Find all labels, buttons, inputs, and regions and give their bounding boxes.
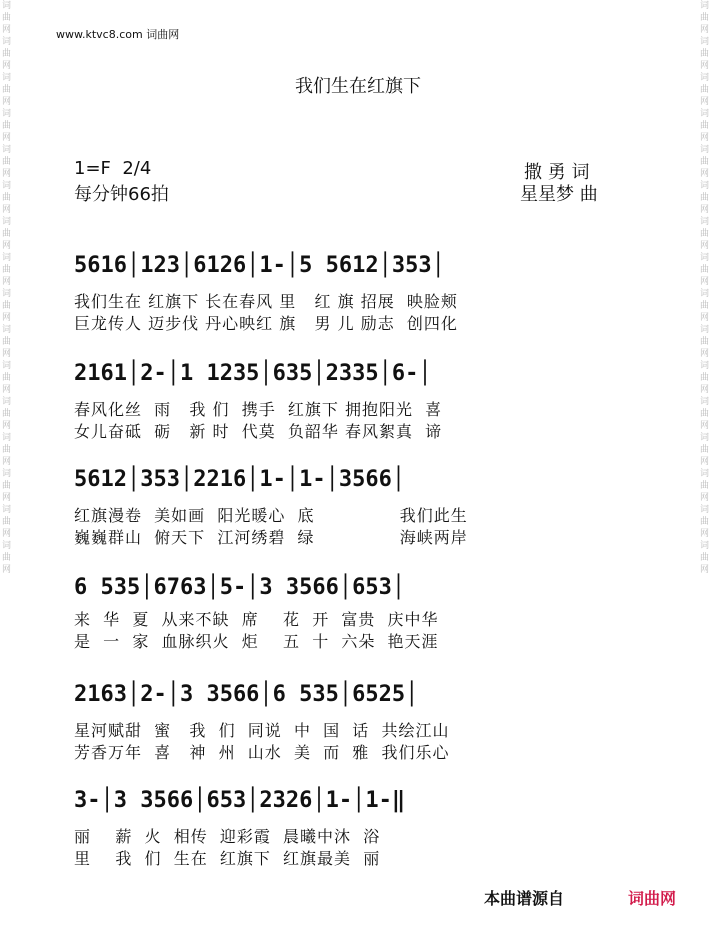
notation-line: 2163│2-│3 3566│6 535│6525│ bbox=[74, 682, 419, 707]
tempo: 每分钟66拍 bbox=[74, 184, 169, 205]
lyrics-verse-1: 丽 薪 火 相传 迎彩霞 晨曦中沐 浴 bbox=[74, 827, 381, 846]
site-url[interactable]: www.ktvc8.com 词曲网 bbox=[56, 28, 180, 41]
notation-line: 3-│3 3566│653│2326│1-│1-‖ bbox=[74, 788, 406, 813]
lyrics-verse-1: 星河赋甜 蜜 我 们 同说 中 国 话 共绘江山 bbox=[74, 721, 450, 740]
notation-line: 2161│2-│1 1235│635│2335│6-│ bbox=[74, 361, 432, 386]
notation-line: 5612│353│2216│1-│1-│3566│ bbox=[74, 467, 406, 492]
notation-line: 5616│123│6126│1-│5 5612│353│ bbox=[74, 253, 445, 278]
source-label: 本曲谱源自 bbox=[484, 889, 565, 908]
lyrics-verse-2: 是 一 家 血脉织火 炬 五 十 六朵 艳天涯 bbox=[74, 632, 439, 651]
lyrics-verse-2: 巨龙传人 迈步伐 丹心映红 旗 男 儿 励志 创四化 bbox=[74, 314, 458, 333]
lyrics-verse-2: 里 我 们 生在 红旗下 红旗最美 丽 bbox=[74, 849, 381, 868]
watermark-right: 词曲网词曲网词曲网词曲网词曲网词曲网词曲网词曲网词曲网词曲网词曲网词曲网词曲网词曲网词曲网词曲网 bbox=[700, 1, 710, 575]
watermark-left: 词曲网词曲网词曲网词曲网词曲网词曲网词曲网词曲网词曲网词曲网词曲网词曲网词曲网词曲网词曲网词曲网 bbox=[2, 1, 12, 575]
brand-logo-text[interactable]: 词曲网 bbox=[628, 889, 677, 908]
lyrics-verse-1: 来 华 夏 从来不缺 席 花 开 富贵 庆中华 bbox=[74, 610, 439, 629]
notation-line: 6 535│6763│5-│3 3566│653│ bbox=[74, 575, 406, 600]
key-signature: 1=F 2/4 bbox=[74, 158, 152, 179]
lyricist: 撒 勇 词 bbox=[524, 162, 590, 183]
composer: 星星梦 曲 bbox=[520, 184, 598, 205]
lyrics-verse-1: 红旗漫卷 美如画 阳光暖心 底 我们此生 bbox=[74, 506, 468, 525]
lyrics-verse-1: 春风化丝 雨 我 们 携手 红旗下 拥抱阳光 喜 bbox=[74, 400, 443, 419]
lyrics-verse-2: 女儿奋砥 砺 新 时 代莫 负韶华 春风絮真 谛 bbox=[74, 422, 443, 441]
lyrics-verse-1: 我们生在 红旗下 长在春风 里 红 旗 招展 映脸颊 bbox=[74, 292, 458, 311]
lyrics-verse-2: 芳香万年 喜 神 州 山水 美 而 雅 我们乐心 bbox=[74, 743, 450, 762]
lyrics-verse-2: 巍巍群山 俯天下 江河绣碧 绿 海峡两岸 bbox=[74, 528, 468, 547]
song-title: 我们生在红旗下 bbox=[295, 76, 421, 97]
